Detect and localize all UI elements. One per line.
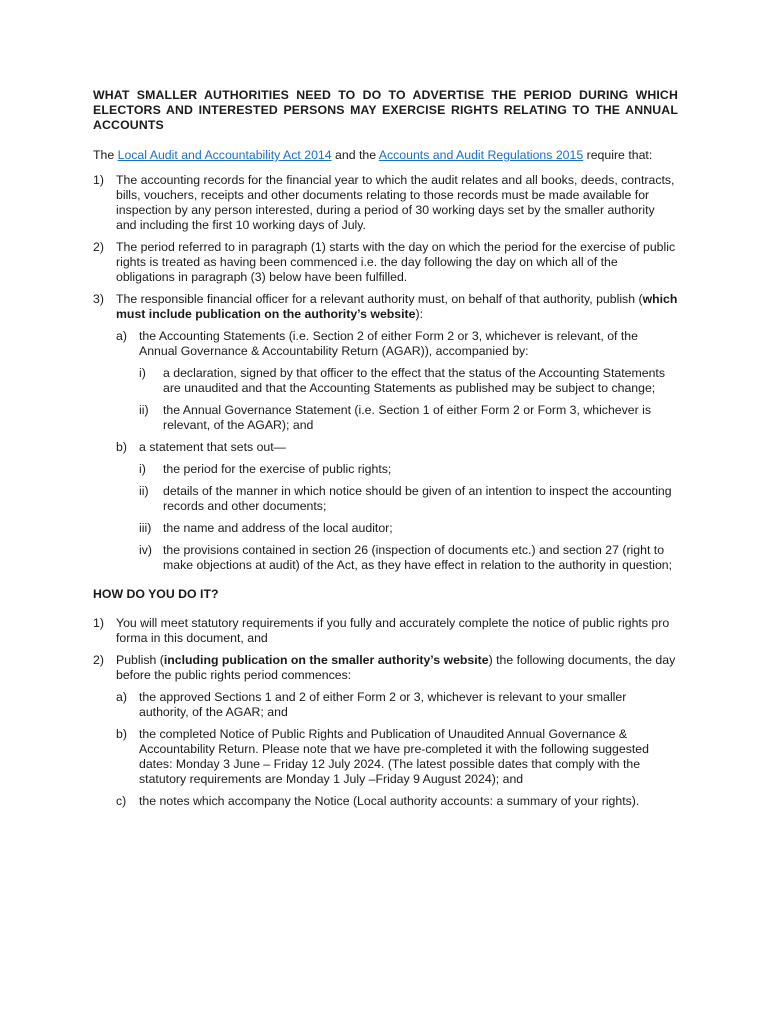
subsub-item-iv: [139, 543, 678, 573]
requirement-text-bold: which must include publication on the authority’s website: [116, 292, 678, 321]
subsub-item-i: [139, 366, 678, 396]
requirement-text-pre: The responsible financial officer for a relevant authority must, on behalf of that authority, publish (: [116, 292, 643, 306]
subsub-item-iii: [139, 521, 678, 536]
requirement-text: The period referred to in paragraph (1) starts with the day on which the period for the exercise of public rights is treated as having been commenced i.e. the day following the day on which all of the obligations in paragraph (3) below have been fulfilled.: [116, 240, 676, 284]
local-audit-act-link[interactable]: Local Audit and Accountability Act 2014: [117, 148, 332, 162]
list-marker: i): [139, 462, 146, 476]
sublist-text: the Accounting Statements (i.e. Section 2 of either Form 2 or 3, whichever is relevant, of the Annual Governance & Accountability Return (AGAR)), accompanied by:: [139, 329, 638, 358]
requirements-list: [93, 173, 678, 573]
list-marker: 3): [93, 292, 104, 306]
document-title: WHAT SMALLER AUTHORITIES NEED TO DO TO ADVERTISE THE PERIOD DURING WHICH ELECTORS AND INTERESTED PERSONS MAY EXERCISE RIGHTS RELATING TO THE ANNUAL ACCOUNTS: [93, 88, 678, 132]
publish-documents-list: [116, 690, 678, 809]
list-marker: c): [116, 794, 127, 808]
list-marker: a): [116, 690, 127, 704]
publish-item-b: [116, 727, 678, 787]
list-marker: i): [139, 366, 146, 380]
subsub-text: the Annual Governance Statement (i.e. Section 1 of either Form 2 or Form 3, whichever is relevant, of the AGAR); and: [163, 403, 652, 432]
how-to-item-1: [93, 616, 678, 646]
sublist-text: a statement that sets out—: [139, 440, 286, 454]
intro-paragraph: [93, 148, 678, 163]
list-marker: b): [116, 440, 127, 454]
list-marker: a): [116, 329, 127, 343]
how-to-list: [93, 616, 678, 809]
list-marker: 1): [93, 616, 104, 630]
subsub-item-ii: [139, 403, 678, 433]
intro-suffix: require that:: [583, 148, 653, 162]
accounts-audit-regulations-link[interactable]: Accounts and Audit Regulations 2015: [378, 148, 584, 162]
requirement-1: [93, 173, 678, 233]
how-do-you-do-it-heading: HOW DO YOU DO IT?: [93, 587, 219, 601]
requirement-text: The accounting records for the financial year to which the audit relates and all books, deeds, contracts, bills, vouchers, receipts and other documents relating to those records must be made available for inspection by any person interested, during a period of 30 working days set by the smaller authority and including the first 10 working days of July.: [116, 173, 675, 232]
how-to-text-post: ) the following documents, the day before the public rights period commences:: [116, 653, 676, 682]
how-to-text-pre: Publish (: [116, 653, 164, 667]
list-marker: b): [116, 727, 127, 741]
accompanied-by-list: [139, 366, 678, 433]
how-to-text-bold: including publication on the smaller authority’s website: [163, 653, 489, 667]
statement-sets-out-list: [139, 462, 678, 573]
requirement-text-post: ):: [415, 307, 423, 321]
list-marker: 1): [93, 173, 104, 187]
how-to-item-2: [93, 653, 678, 809]
subsub-text: details of the manner in which notice should be given of an intention to inspect the accounting records and other documents;: [163, 484, 672, 513]
list-marker: ii): [139, 484, 149, 498]
requirement-3: [93, 292, 678, 573]
intro-prefix: The: [93, 148, 118, 162]
subsub-text: the name and address of the local auditor;: [163, 521, 393, 535]
list-marker: iii): [139, 521, 152, 535]
list-marker: 2): [93, 653, 104, 667]
requirement-2: [93, 240, 678, 285]
publish-sublist: [116, 329, 678, 573]
how-to-text: You will meet statutory requirements if you fully and accurately complete the notice of public rights pro forma in this document, and: [116, 616, 670, 645]
subsub-item-i: [139, 462, 678, 477]
publish-item-a: [116, 690, 678, 720]
list-marker: 2): [93, 240, 104, 254]
sublist-item-a: [116, 329, 678, 433]
intro-middle: and the: [331, 148, 379, 162]
publish-text: the notes which accompany the Notice (Local authority accounts: a summary of your rights).: [139, 794, 640, 808]
sublist-item-b: [116, 440, 678, 573]
subsub-text: the provisions contained in section 26 (inspection of documents etc.) and section 27 (right to make objections at audit) of the Act, as they have effect in relation to the authority in question;: [163, 543, 673, 572]
publish-text: the approved Sections 1 and 2 of either Form 2 or 3, whichever is relevant to your smaller authority, of the AGAR; and: [139, 690, 627, 719]
list-marker: iv): [139, 543, 152, 557]
subsub-text: the period for the exercise of public rights;: [163, 462, 392, 476]
list-marker: ii): [139, 403, 149, 417]
publish-item-c: [116, 794, 678, 809]
subsub-item-ii: [139, 484, 678, 514]
publish-text: the completed Notice of Public Rights and Publication of Unaudited Annual Governance & Accountability Return. Please note that we have pre-completed it with the following suggested dates: Monday 3 June – Friday 12 July 2024. (The latest possible dates that comply with the statutory requirements are Monday 1 July –Friday 9 August 2024); and: [139, 727, 649, 786]
subsub-text: a declaration, signed by that officer to the effect that the status of the Accounting Statements are unaudited and that the Accounting Statements as published may be subject to change;: [163, 366, 665, 395]
